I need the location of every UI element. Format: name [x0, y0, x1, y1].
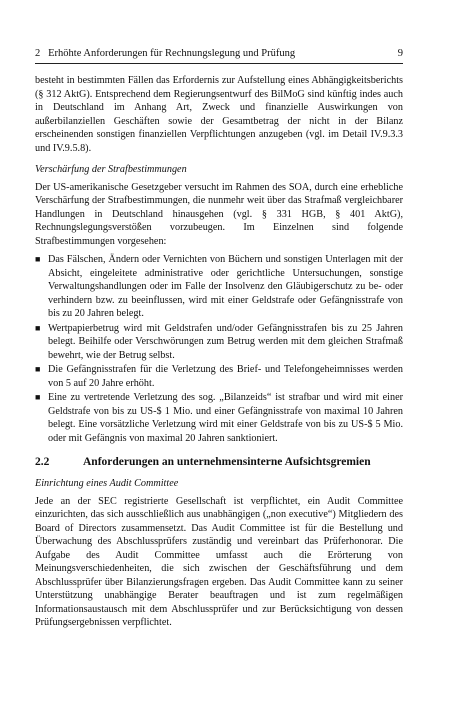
- page-number: 9: [397, 48, 403, 59]
- bullet-square-icon: ■: [35, 392, 41, 402]
- list-item-text: Wertpapierbetrug wird mit Geldstrafen und/oder Gefängnisstrafen bis zu 25 Jahren belegt. Beihilfe oder Verschwörungen zum Betrug werden mit dem gleichen Strafmaß bewehrt, wie der Betrug selbst.: [48, 322, 403, 361]
- bullet-square-icon: ■: [35, 322, 41, 333]
- list-item: [35, 363, 403, 390]
- list-item: [35, 322, 403, 363]
- subheading-penalties: Verschärfung der Strafbestimmungen: [35, 164, 187, 175]
- list-item-text: Das Fälschen, Ändern oder Vernichten von Büchern und sonstigen Unterlagen mit der Absicht, eingeleitete administrative oder gerichtliche Untersuchungen, sonstige Verwaltungshandlungen oder im Falle der Insolvenz den Gläubigerschutz zu be- oder verhindern bzw. zu beeinflussen, wird mit einer Geldstrafe oder Gefängnisstrafe von bis zu 20 Jahren belegt.: [48, 254, 403, 319]
- paragraph-1: besteht in bestimmten Fällen das Erfordernis zur Aufstellung eines Abhängigkeitsberichts (§ 312 AktG). Entsprechend dem Regierungsentwurf des BilMoG sind künftig indes auch in Deutschland im Anhang Art, Zweck und finanzielle Auswirkungen von außerbilanziellen Geschäften sowie der Gesamtbetrag der nicht in der Bilanz erscheinenden sonstigen finanziellen Verpflichtungen anzugeben (vgl. im Detail IV.9.3.3 und IV.9.5.8).: [35, 75, 403, 154]
- header-rule: [35, 63, 403, 64]
- list-item-text: Die Gefängnisstrafen für die Verletzung des Brief- und Telefongeheimnisses werden von 5 auf 20 Jahre erhöht.: [48, 364, 403, 389]
- running-header-title: 2 Erhöhte Anforderungen für Rechnungslegung und Prüfung: [35, 48, 296, 59]
- section-number: 2.2: [35, 456, 50, 468]
- paragraph-2: Der US-amerikanische Gesetzgeber versucht im Rahmen des SOA, durch eine erhebliche Verschärfung der Strafbestimmungen, die nunmehr weit über das Strafmaß vergleichbarer Handlungen in Deutschland hinausgehen (vgl. § 331 HGB, § 401 AktG), Rechnungslegungsverstößen vorzubeugen. Im Einzelnen sind folgende Strafbestimmungen vorgesehen:: [35, 181, 403, 247]
- list-item-text: Eine zu vertretende Verletzung des sog. „Bilanzeids“ ist strafbar und wird mit einer Geldstrafe von bis zu US-$ 1 Mio. und einer Gefängnisstrafe von maximal 10 Jahren belegt. Eine vorsätzliche Verletzung wird mit einer Geldstrafe von bis zu US-$ 5 Mio. oder mit Gefängnis von maximal 20 Jahren sanktioniert.: [48, 392, 403, 444]
- bullet-square-icon: ■: [35, 254, 41, 264]
- body-text: [35, 74, 403, 638]
- list-item: [35, 253, 403, 321]
- penalty-list: [35, 253, 403, 445]
- paragraph-3: Jede an der SEC registrierte Gesellschaft ist verpflichtet, ein Audit Committee einzurichten, das sich ausschließlich aus unabhängigen („non executive“) Mitgliedern des Board of Directors zusammensetzt. Das Audit Committee ist für die Bestellung und Überwachung des Abschlussprüfers zuständig und vereinbart das Prüferhonorar. Die Aufgabe des Audit Committee umfasst auch die Erörterung von Meinungsverschiedenheiten, die sich zwischen der Geschäftsführung und dem Abschlussprüfer über Bilanzierungsfragen ergeben. Das Audit Committee kann zu seiner Unterstützung unabhängige Berater beauftragen und ist zum regelmäßigen Informationsaustausch mit dem Abschlussprüfer und zur Berücksichtigung von dessen Prüfungsergebnissen verpflichtet.: [35, 495, 403, 628]
- running-header: [35, 47, 403, 60]
- subheading-audit-committee: Einrichtung eines Audit Committee: [35, 478, 179, 489]
- list-item: [35, 391, 403, 445]
- section-heading: [35, 455, 403, 470]
- section-title: Anforderungen an unternehmensinterne Aufsichtsgremien: [83, 456, 371, 468]
- bullet-square-icon: ■: [35, 364, 41, 374]
